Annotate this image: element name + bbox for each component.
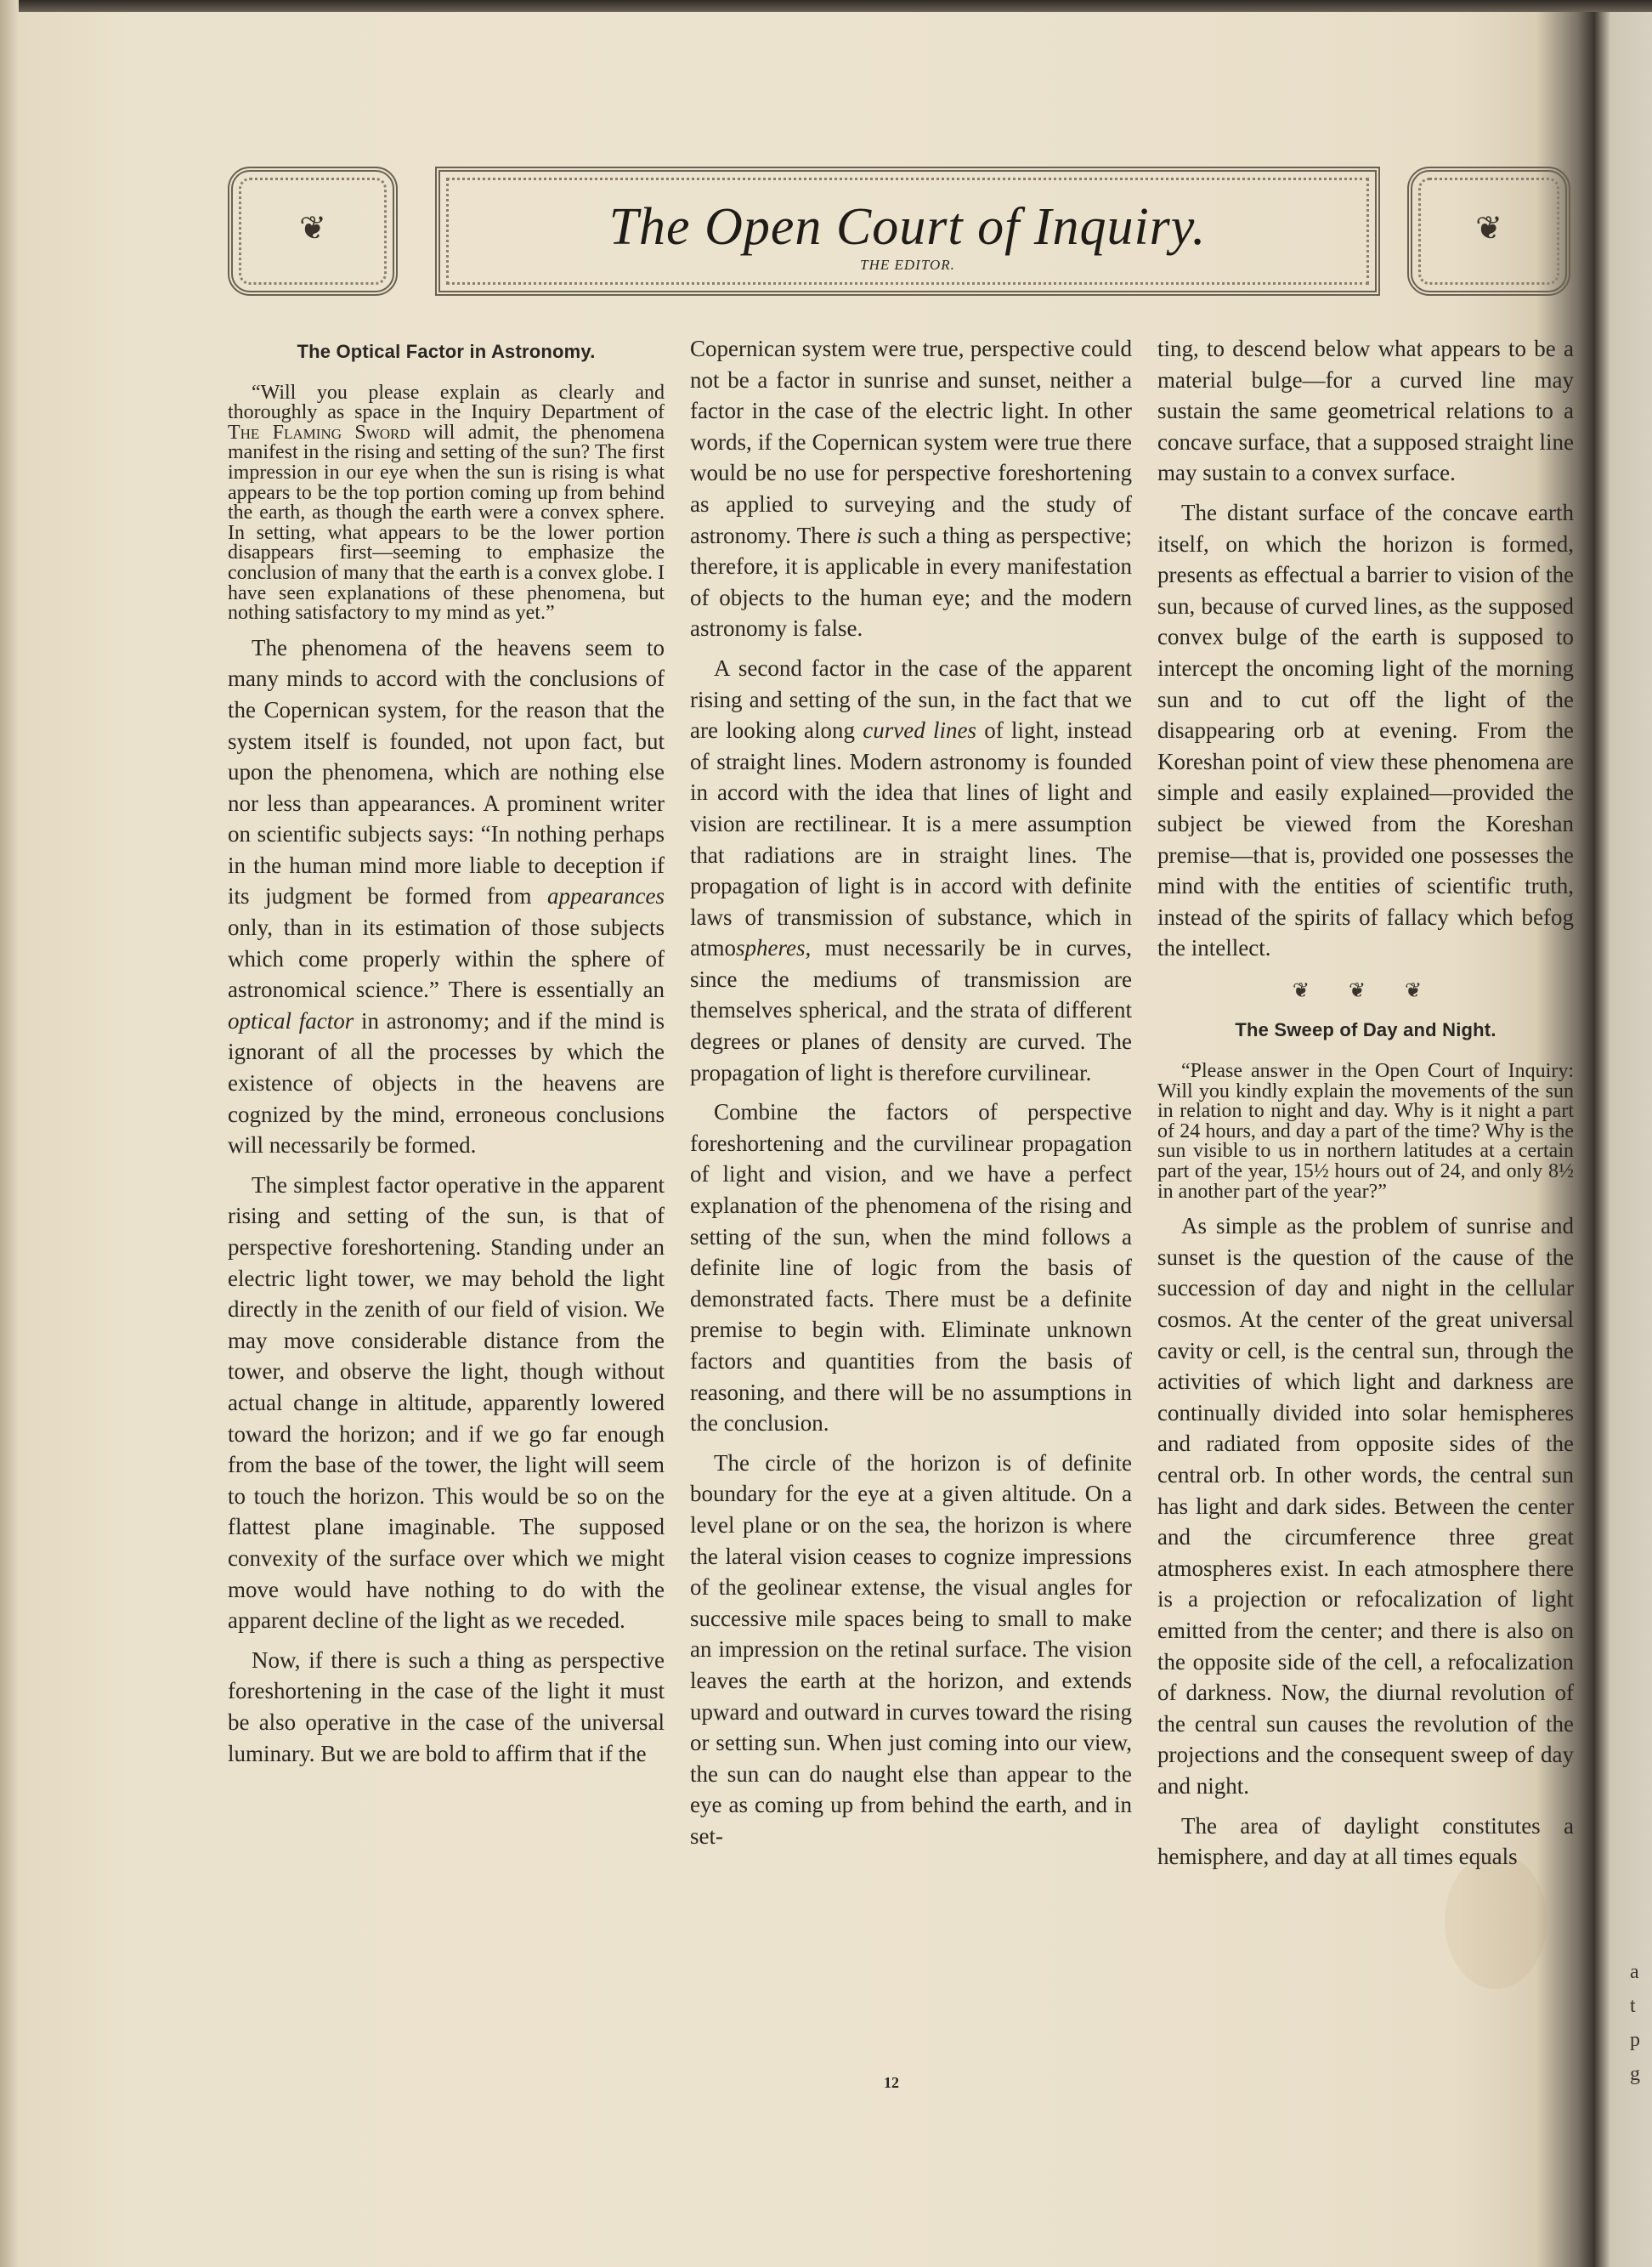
reader-question: “Please answer in the Open Court of Inquiry: Will you kindly explain the movements of the sun in relation to night and day. Why is it night a part of 24 hours, and day a part of the time? Why is the sun visible to us in northern latitudes at a certain part of the year, 15½ hours out of 24, and only 8½ in another part of the year?” <box>1157 1060 1574 1203</box>
paragraph: The phenomena of the heavens seem to many minds to accord with the conclusions of the Copernican system, for the reason that the system itself is founded, not upon fact, but upon the phenomena, which are nothing else nor less than appearances. A prominent writer on scientific subjects says: “In nothing perhaps in the human mind more liable to deception if its judgment be formed from appearances only, than in its estimation of those subjects which come properly within the sphere of astronomical science.” There is essentially an optical factor in astronomy; and if the mind is ignorant of all the processes by which the existence of objects in the heavens are cognized by the mind, erroneous conclusions will necessarily be formed. <box>228 634 665 1159</box>
book-gutter <box>0 0 19 2267</box>
paragraph: Copernican system were true, perspective could not be a factor in sunrise and sunset, neither a factor in the case of the electric light. In other words, if the Copernican system were true there would be no use for perspective foreshortening as applied to surveying and the study of astronomy. There is such a thing as perspective; therefore, it is applicable in every manifestation of objects to the human eye; and the modern astronomy is false. <box>690 336 1132 642</box>
byline: THE EDITOR. <box>860 257 955 273</box>
paragraph: A second factor in the case of the apparent rising and setting of the sun, in the fact that we are looking along curved lines of light, instead of straight lines. Modern astronomy is founded in accord with the idea that lines of light and vision are rectilinear. It is a mere assumption that radiations are in straight lines. The propagation of light is in accord with definite laws of transmission of substance, which in atmospheres, must necessarily be in curves, since the mediums of transmission are themselves spherical, and the strata of different degrees or planes of density are curved. The propagation of light is therefore curvilinear. <box>690 655 1132 1085</box>
fleuron-icon: ❦ <box>299 211 326 247</box>
reader-question: “Will you please explain as clearly and thoroughly as space in the Inquiry Department of The Flaming Sword will admit, the phenomena manifest in the rising and setting of the sun? The first impression in our eye when the sun is rising is what appears to be the top portion coming up from behind the earth, as though the earth were a convex sphere. In setting, what appears to be the lower portion disappears first—seeming to emphasize the conclusion of many that the earth is a convex globe. I have seen explanations of these phenomena, but nothing satisfactory to my mind as yet.” <box>228 381 665 625</box>
article-heading: The Optical Factor in Astronomy. <box>297 341 596 362</box>
paragraph: The simplest factor operative in the apparent rising and setting of the sun, is that of perspective foreshortening. Standing under an electric light tower, we may behold the light directly in the zenith of our field of vision. We may move considerable distance from the tower, and observe the light, though without actual change in altitude, apparently lowered toward the horizon; and if we go far enough from the base of the tower, the light will seem to touch the horizon. This would be so on the flattest plane imaginable. The supposed convexity of the surface over which we might move would have nothing to do with the apparent decline of the light as we receded. <box>228 1171 665 1634</box>
column-2 <box>690 333 1132 1852</box>
fleuron-icon: ❦ <box>1475 211 1502 247</box>
edge-letter: a <box>1630 1961 1639 1983</box>
paper-stain <box>1445 1853 1547 1989</box>
paragraph: The distant surface of the concave earth itself, on which the horizon is formed, presents as effectual a barrier to vision of the sun, because of curved lines, as the supposed convex bulge of the earth is supposed to intercept the oncoming light of the morning sun and to cut off the light of the disappearing orb at evening. From the Koreshan point of view these phenomena are simple and easily explained—provided the subject be viewed from the Koreshan premise—that is, provided one possesses the mind with the entities of scientific truth, instead of the spirits of fallacy which befog the intellect. <box>1157 499 1574 961</box>
paragraph: The circle of the horizon is of definite boundary for the eye at a given altitude. On a level plane or on the sea, the horizon is where the lateral vision ceases to cognize impressions of the geolinear extense, the visual angles for successive mile spaces being to small to make an impression on the retinal surface. The vision leaves the earth at the horizon, and extends upward and outward in curves toward the rising or setting sun. When just coming into our view, the sun can do naught else than appear to the eye as coming up from behind the earth, and in set- <box>690 1449 1132 1849</box>
paragraph: ting, to descend below what appears to be a material bulge—for a curved line may sustain the same geometrical relations to a concave surface, that a supposed straight line may sustain to a convex surface. <box>1157 336 1574 486</box>
next-page-edge-letters <box>1630 1955 1640 2091</box>
paragraph: The area of daylight constitutes a hemisphere, and day at all times equals <box>1157 1812 1574 1870</box>
edge-letter: t <box>1630 1995 1636 2017</box>
article-heading: The Sweep of Day and Night. <box>1235 1019 1496 1041</box>
header-left-frame <box>228 167 398 296</box>
column-1 <box>228 333 665 1769</box>
paragraph: As simple as the problem of sunrise and sunset is the question of the cause of the succession of day and night in the cellular cosmos. At the center of the great universal cavity or cell, is the central sun, through the activities of which light and darkness are continually divided into solar hemispheres and radiated from opposite sides of the central orb. In other words, the central sun has light and dark sides. Between the center and the circumference three great atmospheres exist. In each atmosphere there is a projection or refocalization of light emitted from the center; and there is also on the opposite side of the cell, a refocalization of darkness. Now, the diurnal revolution of the central sun causes the revolution of the projections and the consequent sweep of day and night. <box>1157 1213 1574 1799</box>
paragraph: Now, if there is such a thing as perspective foreshortening in the case of the light it must be also operative in the case of the universal luminary. But we are bold to affirm that if the <box>228 1646 665 1766</box>
header-title-frame <box>435 167 1380 296</box>
paragraph: Combine the factors of perspective foreshortening and the curvilinear propagation of light and vision, and we have a perfect explanation of the phenomena of the rising and setting of the sun, when the mind follows a definite line of logic from the basis of demonstrated facts. There must be a definite premise to begin with. Eliminate unknown factors and quantities from the basis of reasoning, and there will be no assumptions in the conclusion. <box>690 1099 1132 1437</box>
column-3 <box>1157 333 1574 1873</box>
edge-letter: g <box>1630 2063 1640 2085</box>
header-right-frame <box>1407 167 1570 296</box>
edge-letter: p <box>1630 2029 1640 2051</box>
book-top-edge <box>0 0 1652 12</box>
page-number: 12 <box>884 2074 899 2091</box>
section-divider: ❦ ❦ ❦ <box>1292 979 1440 1002</box>
page-title: The Open Court of Inquiry. <box>608 198 1207 256</box>
